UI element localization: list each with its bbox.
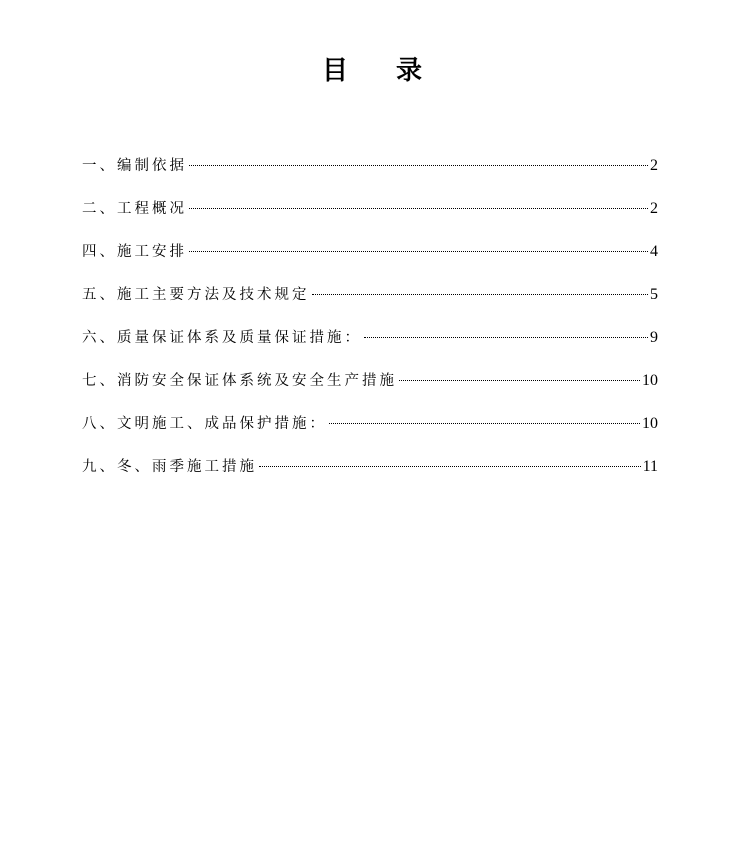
- toc-entry-3[interactable]: [82, 238, 658, 281]
- toc-entry-label: 二、工程概况: [82, 201, 187, 217]
- toc-entry-page-number: 4: [650, 243, 658, 260]
- toc-dot-leader: [329, 423, 640, 424]
- toc-dot-leader: [399, 380, 640, 381]
- toc-entry-label: 五、施工主要方法及技术规定: [82, 287, 310, 303]
- toc-entry-4[interactable]: [82, 281, 658, 324]
- toc-entry-8[interactable]: [82, 453, 658, 496]
- toc-entry-1[interactable]: [82, 152, 658, 195]
- toc-entry-label: 六、质量保证体系及质量保证措施：: [82, 330, 362, 346]
- toc-entry-page-number: 10: [642, 415, 658, 432]
- toc-entry-2[interactable]: [82, 195, 658, 238]
- toc-entry-7[interactable]: [82, 410, 658, 453]
- toc-dot-leader: [189, 165, 648, 166]
- toc-dot-leader: [259, 466, 641, 467]
- toc-dot-leader: [364, 337, 648, 338]
- toc-entry-label: 七、消防安全保证体系统及安全生产措施: [82, 373, 397, 389]
- toc-entry-page-number: 5: [650, 286, 658, 303]
- toc-entry-page-number: 9: [650, 329, 658, 346]
- toc-entry-page-number: 2: [650, 200, 658, 217]
- toc-entry-label: 一、编制依据: [82, 158, 187, 174]
- toc-entry-page-number: 10: [642, 372, 658, 389]
- toc-entry-label: 八、文明施工、成品保护措施：: [82, 416, 327, 432]
- toc-dot-leader: [189, 251, 648, 252]
- toc-entry-6[interactable]: [82, 367, 658, 410]
- toc-entry-label: 四、施工安排: [82, 244, 187, 260]
- table-of-contents: [82, 152, 658, 496]
- toc-entry-page-number: 2: [650, 157, 658, 174]
- toc-dot-leader: [312, 294, 649, 295]
- toc-dot-leader: [189, 208, 648, 209]
- toc-entry-5[interactable]: [82, 324, 658, 367]
- toc-entry-label: 九、冬、雨季施工措施: [82, 459, 257, 475]
- page-title: 目录: [321, 56, 470, 86]
- toc-entry-page-number: 11: [642, 458, 658, 475]
